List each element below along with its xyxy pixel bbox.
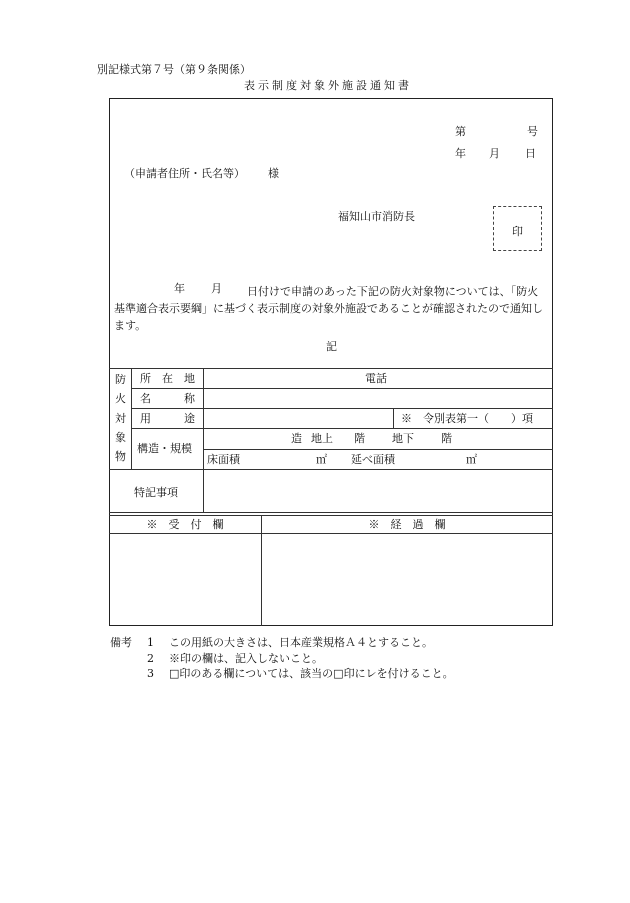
note-number: 3 <box>147 667 154 680</box>
rule <box>109 469 553 470</box>
floor-label: 階 <box>354 432 365 445</box>
note-text: ※印の欄は、記入しないこと。 <box>169 652 323 665</box>
phone-label: 電話 <box>365 372 387 385</box>
number-prefix: 第 <box>455 125 466 138</box>
progress-header: ※ 経 過 欄 <box>368 518 446 531</box>
m2-unit: ㎡ <box>466 453 477 466</box>
structure-scale-label: 構造・規模 <box>137 442 192 455</box>
rule <box>109 533 553 534</box>
date-year: 年 <box>455 147 466 160</box>
floor-area-label: 床面積 <box>207 453 240 466</box>
body-date-year: 年 <box>174 282 185 295</box>
ki-mark: 記 <box>326 340 337 353</box>
above-ground-label: 地上 <box>311 432 333 445</box>
seal-box <box>493 206 542 251</box>
location-label: 所 在 地 <box>140 372 195 385</box>
number-suffix: 号 <box>527 125 538 138</box>
rule <box>109 368 553 369</box>
rule <box>261 515 262 626</box>
m2-unit: ㎡ <box>316 453 327 466</box>
issuer: 福知山市消防長 <box>338 210 415 223</box>
honorific: 様 <box>268 167 279 180</box>
document-title: 表示制度対象外施設通知書 <box>244 79 412 92</box>
date-day: 日 <box>525 147 536 160</box>
note-text: この用紙の大きさは、日本産業規格Ａ４とすること。 <box>169 636 433 649</box>
body-date-month: 月 <box>211 282 222 295</box>
form-reference: 別記様式第７号（第９条関係） <box>97 63 251 76</box>
group-char: 火 <box>115 392 126 405</box>
rule <box>203 368 204 512</box>
below-ground-label: 地下 <box>392 432 414 445</box>
structure-label: 造 <box>291 432 302 445</box>
notes-label: 備考 <box>110 636 132 649</box>
reception-header: ※ 受 付 欄 <box>146 518 224 531</box>
name-label: 名 称 <box>140 392 195 405</box>
rule <box>393 408 394 428</box>
group-char: 象 <box>115 431 126 444</box>
group-char: 対 <box>115 412 126 425</box>
group-char: 防 <box>115 373 126 386</box>
note-text: □印のある欄については、該当の□印にレを付けること。 <box>169 667 454 680</box>
notice-body: 日付けで申請のあった下記の防火対象物については、「防火基準適合表示要綱」に基づく表示制度の対象外施設であることが確認されたので通知します。 <box>114 285 543 332</box>
rule <box>131 368 132 469</box>
use-label: 用 途 <box>140 412 195 425</box>
rule <box>131 408 553 409</box>
group-char: 物 <box>115 450 126 463</box>
floor-label: 階 <box>441 432 452 445</box>
rule <box>131 428 553 429</box>
date-month: 月 <box>489 147 500 160</box>
rule <box>131 388 553 389</box>
note-number: 2 <box>147 652 154 665</box>
seal-mark: 印 <box>512 225 523 238</box>
rule <box>203 449 553 450</box>
applicant-label: （申請者住所・氏名等） <box>124 167 245 180</box>
special-notes-label: 特記事項 <box>134 486 178 499</box>
total-area-label: 延べ面積 <box>351 453 395 466</box>
rule <box>109 515 553 516</box>
ordinance-label: ※ 令別表第一（ ）項 <box>401 412 533 425</box>
note-number: 1 <box>147 636 154 649</box>
rule <box>109 512 553 513</box>
